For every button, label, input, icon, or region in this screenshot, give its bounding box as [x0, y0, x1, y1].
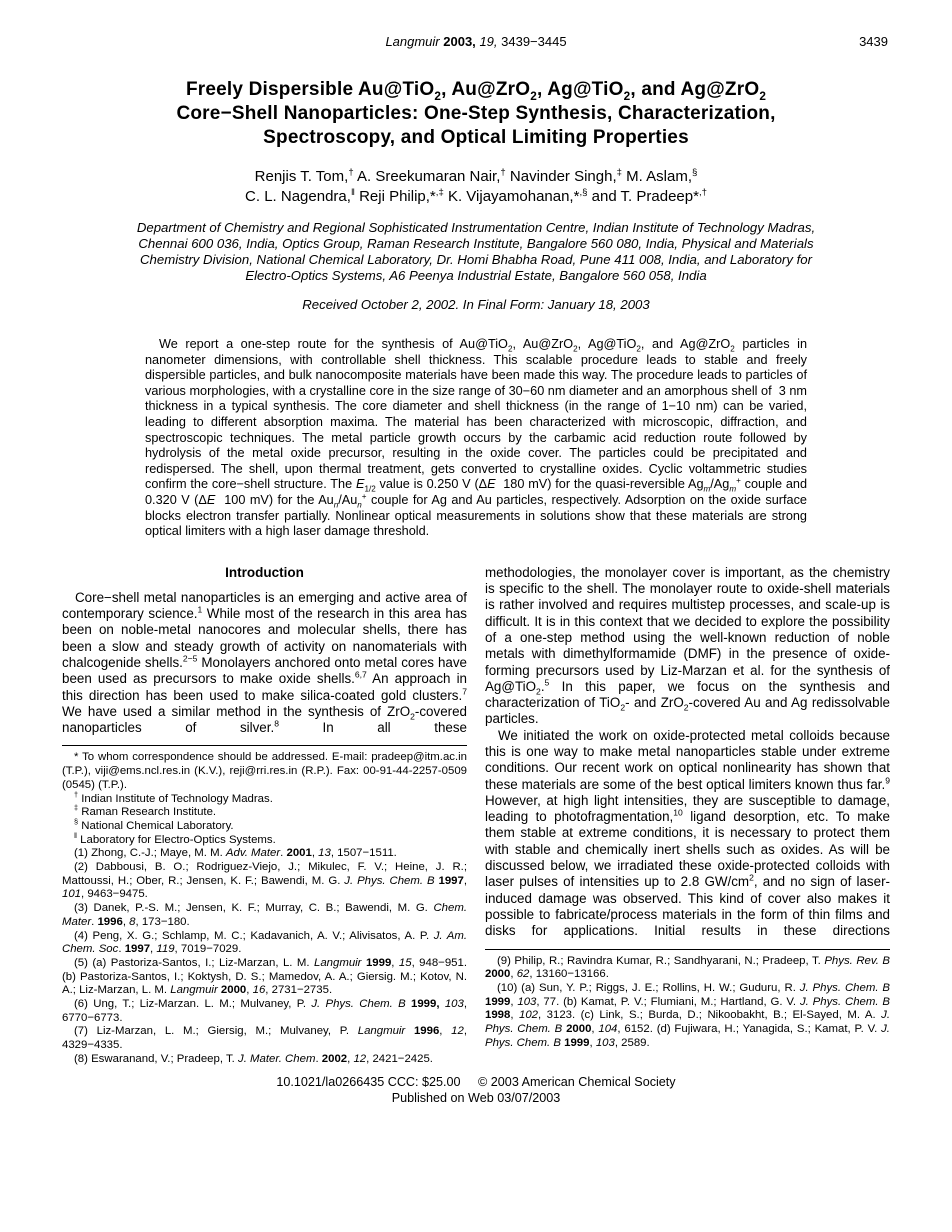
authors-line-1: Renjis T. Tom,† A. Sreekumaran Nair,† Navinder Singh,‡ M. Aslam,§ — [254, 167, 698, 185]
affiliation-note-section: § National Chemical Laboratory. — [74, 817, 234, 832]
introduction-heading: Introduction — [225, 564, 304, 580]
affiliation-note-ddagger: ‡ Raman Research Institute. — [74, 803, 217, 819]
reference-item-9: (9) Philip, R.; Ravindra Kumar, R.; Sandhyarani, N.; Pradeep, T. Phys. Rev. B 2000, 62, 13160−13166. — [485, 954, 890, 981]
left-column — [62, 565, 467, 1067]
two-column-body — [62, 565, 890, 1067]
authors-line-2: C. L. Nagendra,‖ Reji Philip,*,‡ K. Vijayamohanan,*,§ and T. Pradeep*,† — [245, 187, 707, 205]
reference-item-1: (1) Zhong, C.-J.; Maye, M. M. Adv. Mater. 2001, 13, 1507−1511. — [74, 847, 397, 860]
page-number: 3439 — [859, 34, 888, 49]
affiliation-note-dagger: † Indian Institute of Technology Madras. — [74, 789, 273, 805]
reference-item-7: (7) Liz-Marzan, L. M.; Giersig, M.; Mulvaney, P. Langmuir 1996, 12, 4329−4335. — [62, 1025, 467, 1052]
right-footnotes — [485, 949, 890, 1051]
reference-item-4: (4) Peng, X. G.; Schlamp, M. C.; Kadavanich, A. V.; Alivisatos, A. P. J. Am. Chem. Soc. 1997, 119, 7019−7029. — [62, 929, 467, 956]
reference-item-10: (10) (a) Sun, Y. P.; Riggs, J. E.; Rollins, H. W.; Guduru, R. J. Phys. Chem. B 1999, 103, 77. (b) Kamat, P. V.; Flumiani, M.; Hartland, G. V. J. Phys. Chem. B 1998, 102, 3123. (c) Link, S.; Burda, D.; Nikoobakht, B.; El-Sayed, M. A. J. Phys. Chem. B 2000, 104, 6152. (d) Fujiwara, H.; Yanagida, S.; Kamat, P. V. J. Phys. Chem. B 1999, 103, 2589. — [485, 981, 890, 1049]
introduction-paragraph: Core−shell metal nanoparticles is an emerging and active area of contemporary science.$^1$ While most of the research in this area has been on noble-metal nanocores and molecular shells, there has been a slow and steady growth of activity on nanomaterials with chalcogenide shells.$^{2-5}$ Monolayers anchored onto metal cores have been used as precursors to make oxide shells.$^{6,7}$ An approach in this direction has been used to make silica-coated gold clusters.$^7$ We have used a similar method in the synthesis of ZrO$_2$-covered nanoparticles of silver.$^8$ In all these — [62, 589, 467, 736]
doi-copyright-line: 10.1021/la0266435 CCC: $25.00 © 2003 American Chemical Society — [276, 1074, 676, 1089]
reference-item-6: (6) Ung, T.; Liz-Marzan. L. M.; Mulvaney, P. J. Phys. Chem. B 1999, 103, 6770−6773. — [62, 998, 467, 1024]
reference-item-3: (3) Danek, P.-S. M.; Jensen, K. F.; Murray, C. B.; Bawendi, M. G. Chem. Mater. 1996, 8, 173−180. — [62, 902, 467, 928]
journal-citation: Langmuir 2003, 19, 3439−3445 — [385, 34, 567, 49]
right-column — [485, 565, 890, 1067]
received-line: Received October 2, 2002. In Final Form: January 18, 2003 — [302, 297, 650, 312]
reference-item-2: (2) Dabbousi, B. O.; Rodriguez-Viejo, J.; Mikulec, F. V.; Heine, J. R.; Mattoussi, H.; Ober, R.; Jensen, K. F.; Bawendi, M. G. J. Phys. Chem. B 1997, 101, 9463−9475. — [62, 861, 467, 901]
author-list — [62, 167, 890, 207]
reference-item-5: (5) (a) Pastoriza-Santos, I.; Liz-Marzan, L. M. Langmuir 1999, 15, 948−951. (b) Pastoriza-Santos, I.; Koktysh, D. S.; Mamedov, A. A.; Giersig. M.; Kotov, N. A.; Liz-Marzan, L. M. Langmuir 2000, 16, 2731−2735. — [62, 956, 467, 997]
body-paragraph-1: methodologies, the monolayer cover is important, as the chemistry is specific to the shell. The monolayer route to oxide-shell materials is rather involved and requires multistep processes, and scale-up is difficult. It is in this context that we decided to explore the possibility of a one-step method using the well-known reduction of noble metals with dimethylformamide (DMF) in the presence of oxide-forming precursors used by Liz-Marzan et al. for the synthesis of Ag@TiO$_2$.$^5$ In this paper, we focus on the synthesis and characterization of TiO$_2$- and ZrO$_2$-covered Au and Ag redissolvable particles. — [485, 564, 890, 727]
affiliations: Department of Chemistry and Regional Sophisticated Instrumentation Centre, Indian Institute of Technology Madras, Chennai 600 036, India, Optics Group, Raman Research Institute, Bangalore 560 080, India, Physical and Materials Chemistry Division, National Chemical Laboratory, Dr. Homi Bhabha Road, Pune 411 008, India, and Laboratory for Electro-Optics Systems, A6 Peenya Industrial Estate, Bangalore 560 058, India — [136, 220, 816, 283]
body-paragraph-2: We initiated the work on oxide-protected metal colloids because this is one way to make metal nanoparticles stable under extreme conditions. Our recent work on optical nonlinearity has shown that these materials are some of the best optical limiters known thus far.$^9$ However, at high light intensities, they are susceptible to damage, leading to photofragmentation,$^{10}$ ligand desorption, etc. To make them stable at extreme conditions, it is necessary to protect them with stable and chemically inert shells such as oxides. As will be discussed below, we irradiated these oxide-protected colloids with laser pulses of intensities up to 2.8 $GW/cm^2$, and no sign of laser-induced damage was observed. This kind of cover also makes it possible to fabricate/process materials in the form of thin films and disks for applications. Initial results in these directions — [485, 727, 890, 939]
abstract-text: We report a one-step route for the synthesis of Au@TiO$_2$, Au@ZrO$_2$, Ag@TiO$_2$, and Ag@ZrO$_2$ particles in nanometer dimensions, with controllable shell thickness. This scalable procedure leads to stable and freely dispersible particles, and bulk nanocomposite materials have been made this way. The procedure leads to particles of various morphologies, with a crystalline core in the size range of 30−60 nm diameter and an amorphous shell of 3 nm thickness in a typical synthesis. The core diameter and shell thickness (in the range of 1−10 nm) can be varied, leading to different absorption maxima. The material has been characterized with microscopic, diffraction, and spectroscopic techniques. The metal particle growth occurs by the carbamic acid reduction route followed by hydrolysis of the metal oxide precursor, resulting in the oxide cover. The particles could be precipitated and redispersed. The shell, upon thermal treatment, gets converted to crystalline oxides. Cyclic voltammetric studies confirm the core−shell structure. The $E_{1/2}$ value is 0.250 V (ΔE 180 mV) for the quasi-reversible $Ag_m/Ag_m^+$ couple and 0.320 V (ΔE 100 mV) for the $Au_n/Au_n^+$ couple for Ag and Au particles, respectively. Adsorption on the oxide surface blocks electron transfer partially. Nonlinear optical measurements in solutions show that these materials are strong optical limiters with a high laser damage threshold. — [145, 337, 808, 539]
correspondence-note: * To whom correspondence should be addressed. E-mail: pradeep@itm.ac.in (T.P.), viji@ems.ncl.res.in (K.V.), reji@rri.res.in (R.P.). Fax: 00-91-44-2257-0509 (0545) (T.P.). — [62, 751, 467, 791]
affiliation-note-parallel: ‖ Laboratory for Electro-Optics Systems. — [74, 830, 276, 846]
page-header — [62, 34, 890, 52]
reference-item-8: (8) Eswaranand, V.; Pradeep, T. J. Mater. Chem. 2002, 12, 2421−2425. — [74, 1052, 433, 1065]
left-footnotes — [62, 745, 467, 1066]
paper-title: Freely Dispersible Au@TiO$_2$, Au@ZrO$_2$, Ag@TiO$_2$, and Ag@ZrO$_2$ Core−Shell Nanoparticles: One-Step Synthesis, Characterization, Spectroscopy, and Optical Limiting Properties — [176, 79, 776, 148]
published-line: Published on Web 03/07/2003 — [391, 1090, 561, 1105]
page-footer — [62, 1074, 890, 1106]
